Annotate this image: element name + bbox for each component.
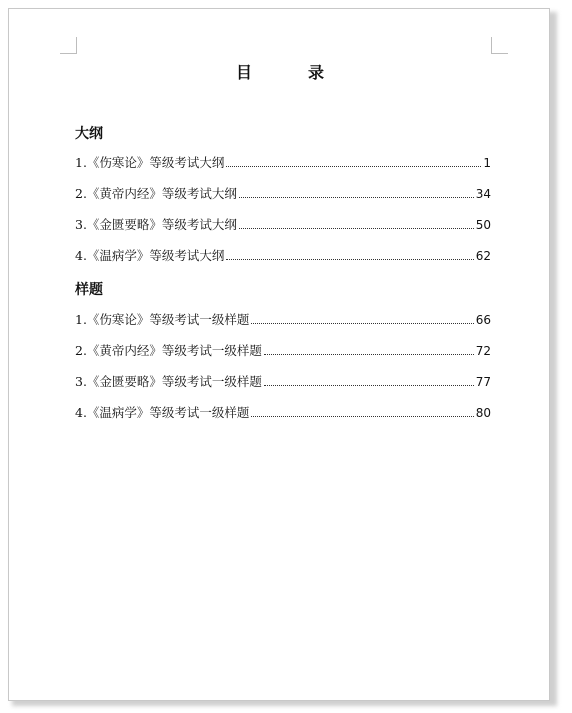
- toc-entry[interactable]: [75, 217, 491, 233]
- toc-entry-page: 77: [475, 375, 491, 389]
- toc-entry-text: 3.《金匮要略》等级考试一级样题: [75, 374, 262, 389]
- toc-entry-text: 4.《温病学》等级考试大纲: [75, 248, 225, 263]
- dot-leader: [239, 227, 474, 229]
- dot-leader: [226, 258, 473, 260]
- dot-leader: [251, 415, 473, 417]
- toc-entry-page: 66: [475, 313, 491, 327]
- toc-entry-text: 2.《黄帝内经》等级考试一级样题: [75, 343, 262, 358]
- toc-entry-text: 4.《温病学》等级考试一级样题: [75, 405, 250, 420]
- section-heading-outline: 大纲: [75, 126, 103, 142]
- toc-entry-page: 80: [475, 406, 491, 420]
- toc-entry-text: 1.《伤寒论》等级考试一级样题: [75, 312, 250, 327]
- toc-entry[interactable]: [75, 186, 491, 202]
- dot-leader: [226, 165, 481, 167]
- toc-entry-page: 50: [475, 218, 491, 232]
- toc-entry-page: 34: [475, 187, 491, 201]
- dot-leader: [251, 322, 473, 324]
- toc-entry-page: 62: [475, 249, 491, 263]
- toc-entry[interactable]: [75, 343, 491, 359]
- dot-leader: [264, 353, 474, 355]
- dot-leader: [264, 384, 474, 386]
- toc-entry[interactable]: [75, 405, 491, 421]
- section-heading-sample-questions: 样题: [75, 282, 103, 298]
- toc-entry-page: 1: [483, 156, 491, 170]
- toc-entry[interactable]: [75, 374, 491, 390]
- toc-entry[interactable]: [75, 155, 491, 171]
- dot-leader: [239, 196, 474, 198]
- toc-entry-text: 3.《金匮要略》等级考试大纲: [75, 217, 237, 232]
- toc-entry-page: 72: [475, 344, 491, 358]
- margin-corner-mark-right: [491, 37, 508, 54]
- toc-entry-text: 1.《伤寒论》等级考试大纲: [75, 155, 225, 170]
- margin-corner-mark-left: [60, 37, 77, 54]
- toc-entry[interactable]: [75, 312, 491, 328]
- toc-entry-text: 2.《黄帝内经》等级考试大纲: [75, 186, 237, 201]
- toc-title: 目 录: [235, 63, 344, 82]
- toc-entry[interactable]: [75, 248, 491, 264]
- document-page: [8, 8, 550, 701]
